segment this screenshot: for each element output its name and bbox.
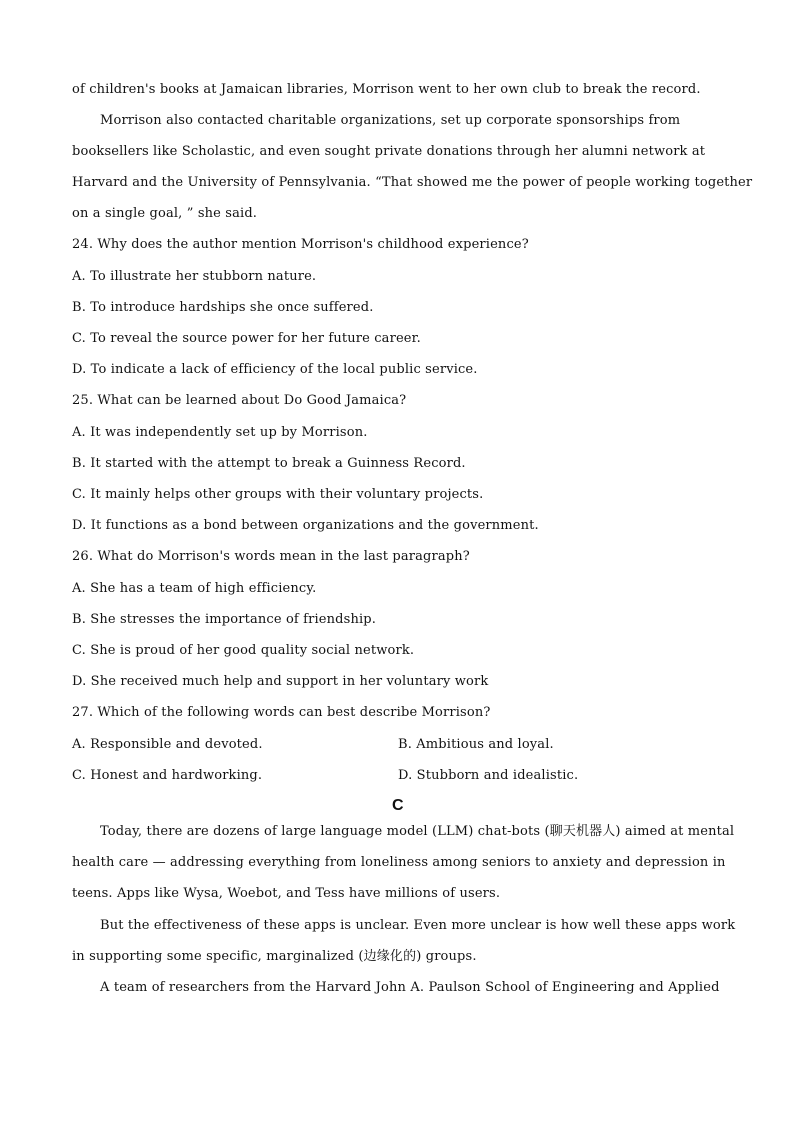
question-stem: 25. What can be learned about Do Good Jamaica? bbox=[72, 393, 407, 408]
passage-line: of children's books at Jamaican libraries, Morrison went to her own club to break the record. bbox=[72, 82, 701, 97]
answer-option: C. To reveal the source power for her future career. bbox=[72, 331, 421, 346]
question-stem: 27. Which of the following words can best describe Morrison? bbox=[72, 705, 491, 720]
passage-line: health care — addressing everything from loneliness among seniors to anxiety and depression in bbox=[72, 855, 726, 870]
passage-line: booksellers like Scholastic, and even sought private donations through her alumni network at bbox=[72, 144, 706, 159]
passage-line: Morrison also contacted charitable organizations, set up corporate sponsorships from bbox=[100, 113, 681, 128]
answer-option: C. She is proud of her good quality social network. bbox=[72, 643, 415, 658]
answer-option: B. To introduce hardships she once suffered. bbox=[72, 300, 374, 315]
passage-line: in supporting some specific, marginalized (边缘化的) groups. bbox=[72, 949, 477, 964]
passage-line: Today, there are dozens of large language model (LLM) chat-bots (聊天机器人) aimed at mental bbox=[100, 824, 735, 839]
answer-option: D. She received much help and support in her voluntary work bbox=[72, 674, 489, 689]
passage-line: teens. Apps like Wysa, Woebot, and Tess have millions of users. bbox=[72, 886, 501, 901]
answer-option: D. Stubborn and idealistic. bbox=[398, 768, 579, 783]
passage-line: A team of researchers from the Harvard John A. Paulson School of Engineering and Applied bbox=[100, 980, 720, 995]
answer-option: D. It functions as a bond between organizations and the government. bbox=[72, 518, 539, 533]
answer-option: B. She stresses the importance of friendship. bbox=[72, 612, 377, 627]
answer-option: A. Responsible and devoted. bbox=[72, 737, 263, 752]
question-stem: 26. What do Morrison's words mean in the last paragraph? bbox=[72, 549, 470, 564]
answer-option: B. It started with the attempt to break a Guinness Record. bbox=[72, 456, 466, 471]
answer-option: A. She has a team of high efficiency. bbox=[72, 581, 317, 596]
answer-option: C. It mainly helps other groups with their voluntary projects. bbox=[72, 487, 484, 502]
answer-option: C. Honest and hardworking. bbox=[72, 768, 263, 783]
answer-option: B. Ambitious and loyal. bbox=[398, 737, 554, 752]
question-stem: 24. Why does the author mention Morrison's childhood experience? bbox=[72, 237, 529, 252]
section-heading: C bbox=[392, 797, 404, 814]
passage-line: Harvard and the University of Pennsylvania. “That showed me the power of people working together bbox=[72, 175, 753, 190]
answer-option: A. To illustrate her stubborn nature. bbox=[72, 269, 317, 284]
answer-option: D. To indicate a lack of efficiency of the local public service. bbox=[72, 362, 478, 377]
answer-option: A. It was independently set up by Morrison. bbox=[72, 425, 368, 440]
passage-line: on a single goal, ” she said. bbox=[72, 206, 258, 221]
passage-line: But the effectiveness of these apps is unclear. Even more unclear is how well these apps work bbox=[100, 918, 736, 933]
